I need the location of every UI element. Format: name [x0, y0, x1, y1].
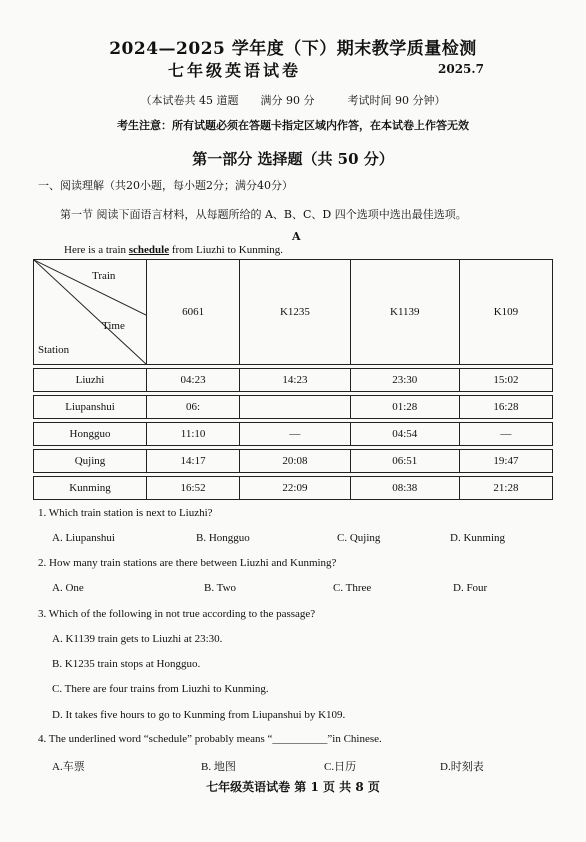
question-1: 1. Which train station is next to Liuzhi?	[38, 507, 213, 519]
time-cell: 15:02	[459, 369, 552, 392]
exam-info: （本试卷共 45 道题 满分 90 分 考试时间 90 分钟）	[140, 94, 446, 107]
exam-date: 2025.7	[438, 62, 484, 76]
train-header: K1139	[350, 260, 459, 365]
station-cell: Liuzhi	[34, 369, 147, 392]
time-cell: 21:28	[459, 477, 552, 500]
q4-option-c[interactable]: C.日历	[324, 761, 357, 773]
time-cell: 08:38	[350, 477, 459, 500]
table-row	[34, 369, 553, 392]
question-3: 3. Which of the following in not true according to the passage?	[38, 608, 316, 620]
intro-after: from Liuzhi to Kunming.	[169, 244, 284, 256]
time-cell: 16:52	[147, 477, 240, 500]
time-cell: 22:09	[240, 477, 351, 500]
question-4: 4. The underlined word “schedule” probably means “__________”in Chinese.	[38, 733, 382, 745]
time-cell: 19:47	[459, 450, 552, 473]
time-cell: 06:	[147, 396, 240, 419]
passage-intro	[64, 244, 283, 256]
q1-option-d[interactable]: D. Kunming	[450, 532, 505, 544]
q4-option-b[interactable]: B. 地图	[201, 761, 236, 773]
time-cell: 23:30	[350, 369, 459, 392]
time-cell: 14:17	[147, 450, 240, 473]
passage-letter: A	[292, 230, 301, 243]
exam-notice: 考生注意：所有试题必须在答题卡指定区域内作答，在本试卷上作答无效	[117, 119, 469, 132]
station-cell: Qujing	[34, 450, 147, 473]
time-cell: —	[459, 423, 552, 446]
time-cell: 11:10	[147, 423, 240, 446]
time-cell: 04:54	[350, 423, 459, 446]
time-cell: 01:28	[350, 396, 459, 419]
time-cell: 06:51	[350, 450, 459, 473]
table-row	[34, 396, 553, 419]
table-row	[34, 450, 553, 473]
intro-underlined-word: schedule	[128, 244, 170, 256]
q1-option-c[interactable]: C. Qujing	[337, 532, 381, 544]
section-instruction: 第一节 阅读下面语言材料，从每题所给的 A、B、C、D 四个选项中选出最佳选项。	[60, 208, 467, 221]
q1-option-a[interactable]: A. Liupanshui	[52, 532, 115, 544]
time-cell: 14:23	[240, 369, 351, 392]
exam-subtitle: 七年级英语试卷	[168, 61, 302, 80]
station-cell: Hongguo	[34, 423, 147, 446]
q3-option-c[interactable]: C. There are four trains from Liuzhi to Kunming.	[52, 683, 269, 695]
q2-option-a[interactable]: A. One	[52, 582, 84, 594]
time-cell: 16:28	[459, 396, 552, 419]
exam-title: 2024—2025 学年度（下）期末教学质量检测	[109, 39, 477, 59]
time-cell: —	[240, 423, 351, 446]
q2-option-d[interactable]: D. Four	[453, 582, 488, 594]
q3-option-d[interactable]: D. It takes five hours to go to Kunming from Liupanshui by K109.	[52, 709, 346, 721]
q4-option-d[interactable]: D.时刻表	[440, 761, 484, 773]
question-2: 2. How many train stations are there between Liuzhi and Kunming?	[38, 557, 337, 569]
corner-train-label: Train	[92, 270, 116, 282]
q3-option-a[interactable]: A. K1139 train gets to Liuzhi at 23:30.	[52, 633, 223, 645]
corner-cell	[34, 260, 147, 365]
intro-before: Here is a train	[64, 244, 129, 256]
q4-option-a[interactable]: A.车票	[52, 761, 85, 773]
station-cell: Kunming	[34, 477, 147, 500]
station-cell: Liupanshui	[34, 396, 147, 419]
q1-option-b[interactable]: B. Hongguo	[196, 532, 250, 544]
table-header-row	[34, 260, 553, 365]
part-title: 第一部分 选择题（共 50 分）	[192, 150, 394, 168]
table-row	[34, 423, 553, 446]
time-cell: 04:23	[147, 369, 240, 392]
train-schedule-table	[33, 259, 553, 500]
corner-time-label: Time	[102, 320, 125, 332]
train-header: K1235	[240, 260, 351, 365]
train-header: K109	[459, 260, 552, 365]
q3-option-b[interactable]: B. K1235 train stops at Hongguo.	[52, 658, 201, 670]
page-footer: 七年级英语试卷 第 1 页 共 8 页	[206, 780, 380, 794]
q2-option-c[interactable]: C. Three	[333, 582, 372, 594]
time-cell	[240, 396, 351, 419]
table-row	[34, 477, 553, 500]
corner-station-label: Station	[38, 344, 70, 356]
section-heading: 一、阅读理解（共20小题，每小题2分；满分40分）	[38, 179, 293, 192]
time-cell: 20:08	[240, 450, 351, 473]
train-header: 6061	[147, 260, 240, 365]
q2-option-b[interactable]: B. Two	[204, 582, 237, 594]
